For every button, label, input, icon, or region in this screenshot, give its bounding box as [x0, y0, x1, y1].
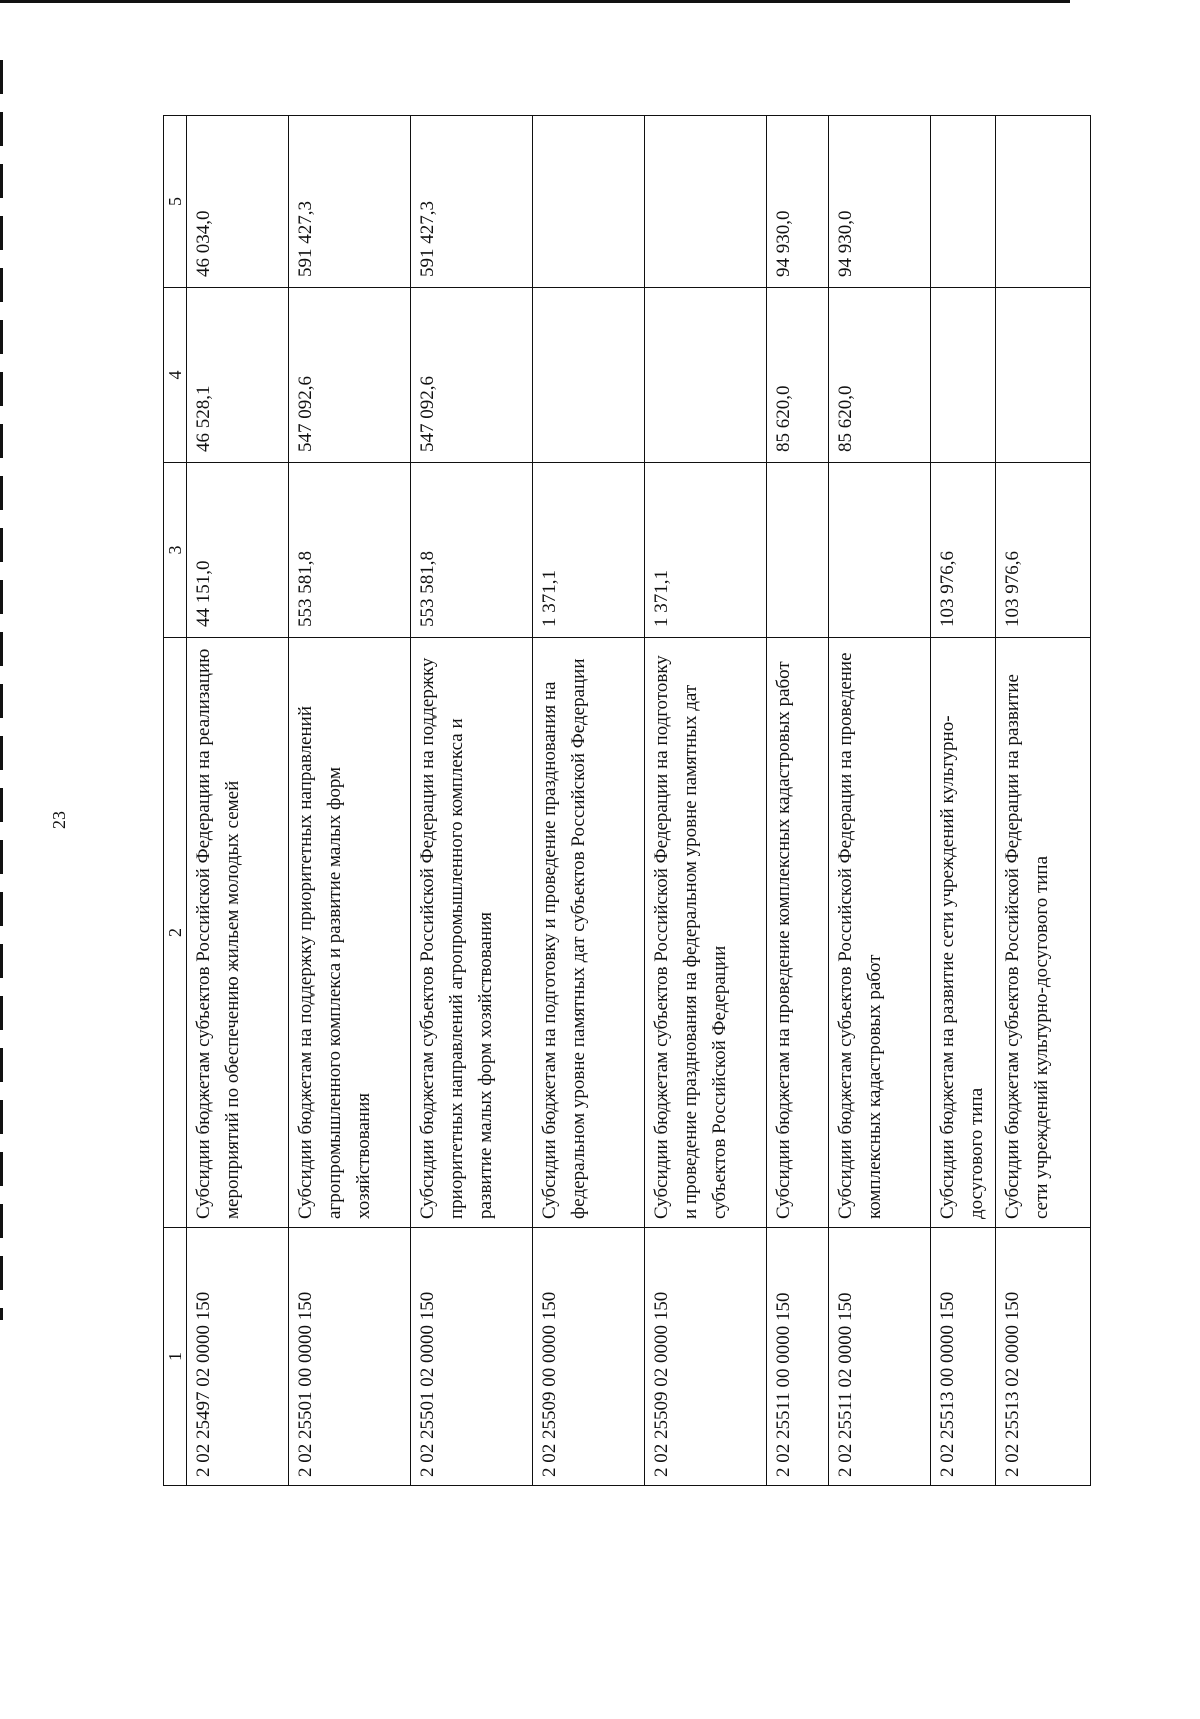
code-cell: 2 02 25513 00 0000 150 — [931, 1228, 996, 1486]
value-cell: 85 620,0 — [767, 288, 829, 463]
value-cell: 553 581,8 — [289, 463, 411, 638]
value-cell: 85 620,0 — [829, 288, 931, 463]
value-cell — [533, 116, 645, 288]
code-cell: 2 02 25511 02 0000 150 — [829, 1228, 931, 1486]
code-cell: 2 02 25509 02 0000 150 — [645, 1228, 767, 1486]
description-cell: Субсидии бюджетам на поддержку приоритетных направлений агропромышленного комплекса и развитие малых форм хозяйствования — [289, 638, 411, 1228]
description-cell: Субсидии бюджетам субъектов Российской Федерации на поддержку приоритетных направлений агропромышленного комплекса и развитие малых форм хозяйствования — [411, 638, 533, 1228]
value-cell: 553 581,8 — [411, 463, 533, 638]
value-cell: 103 976,6 — [931, 463, 996, 638]
code-cell: 2 02 25497 02 0000 150 — [187, 1228, 289, 1486]
description-cell: Субсидии бюджетам субъектов Российской Федерации на развитие сети учреждений культурно-досугового типа — [996, 638, 1091, 1228]
value-cell — [533, 288, 645, 463]
value-cell: 547 092,6 — [411, 288, 533, 463]
table-row — [533, 116, 645, 1486]
table-row — [645, 116, 767, 1486]
description-cell: Субсидии бюджетам на проведение комплексных кадастровых работ — [767, 638, 829, 1228]
value-cell: 591 427,3 — [289, 116, 411, 288]
value-cell: 46 528,1 — [187, 288, 289, 463]
value-cell — [996, 288, 1091, 463]
value-cell — [931, 288, 996, 463]
table-row — [411, 116, 533, 1486]
value-cell — [996, 116, 1091, 288]
code-cell: 2 02 25501 02 0000 150 — [411, 1228, 533, 1486]
value-cell — [645, 288, 767, 463]
column-header: 2 — [164, 638, 187, 1228]
value-cell — [767, 463, 829, 638]
rotated-table-frame — [163, 116, 1064, 1486]
value-cell — [645, 116, 767, 288]
value-cell: 1 371,1 — [645, 463, 767, 638]
value-cell: 547 092,6 — [289, 288, 411, 463]
value-cell: 44 151,0 — [187, 463, 289, 638]
value-cell: 94 930,0 — [767, 116, 829, 288]
description-cell: Субсидии бюджетам субъектов Российской Федерации на подготовку и проведение празднования на федеральном уровне памятных дат субъектов Российской Федерации — [645, 638, 767, 1228]
value-cell: 94 930,0 — [829, 116, 931, 288]
value-cell: 46 034,0 — [187, 116, 289, 288]
column-number-row — [164, 116, 187, 1486]
value-cell: 591 427,3 — [411, 116, 533, 288]
table-row — [289, 116, 411, 1486]
code-cell: 2 02 25501 00 0000 150 — [289, 1228, 411, 1486]
code-cell: 2 02 25511 00 0000 150 — [767, 1228, 829, 1486]
column-header: 5 — [164, 116, 187, 288]
description-cell: Субсидии бюджетам на развитие сети учреждений культурно-досугового типа — [931, 638, 996, 1228]
description-cell: Субсидии бюджетам субъектов Российской Федерации на проведение комплексных кадастровых работ — [829, 638, 931, 1228]
value-cell: 103 976,6 — [996, 463, 1091, 638]
code-cell: 2 02 25513 02 0000 150 — [996, 1228, 1091, 1486]
page-number: 23 — [49, 811, 69, 829]
description-cell: Субсидии бюджетам субъектов Российской Федерации на реализацию мероприятий по обеспечению жильем молодых семей — [187, 638, 289, 1228]
scan-edge-marks — [0, 60, 3, 1320]
table-body — [187, 116, 1091, 1486]
value-cell: 1 371,1 — [533, 463, 645, 638]
table-row — [931, 116, 996, 1486]
table-row — [996, 116, 1091, 1486]
table-row — [767, 116, 829, 1486]
column-header: 4 — [164, 288, 187, 463]
description-cell: Субсидии бюджетам на подготовку и проведение празднования на федеральном уровне памятных дат субъектов Российской Федерации — [533, 638, 645, 1228]
table-row — [187, 116, 289, 1486]
code-cell: 2 02 25509 00 0000 150 — [533, 1228, 645, 1486]
table-row — [829, 116, 931, 1486]
column-header: 3 — [164, 463, 187, 638]
budget-table — [163, 115, 1091, 1486]
column-header: 1 — [164, 1228, 187, 1486]
value-cell — [829, 463, 931, 638]
value-cell — [931, 116, 996, 288]
top-border-line — [0, 0, 1070, 3]
